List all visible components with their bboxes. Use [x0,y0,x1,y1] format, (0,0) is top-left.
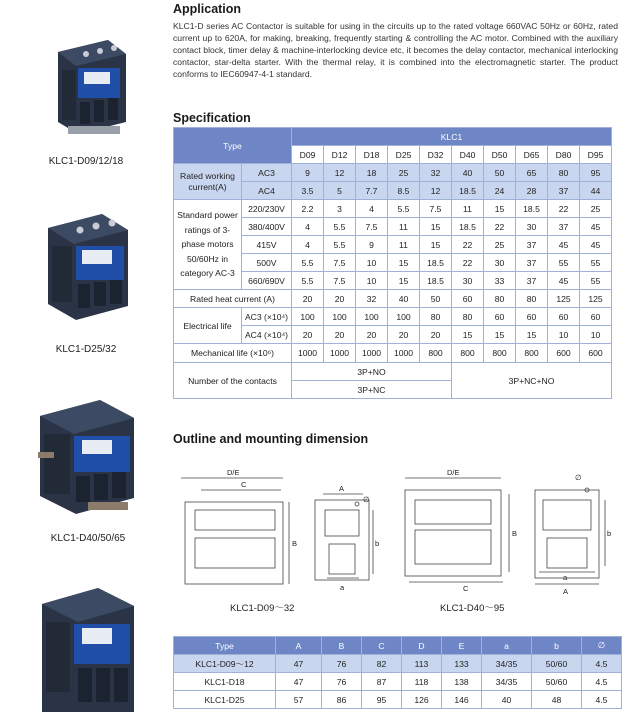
column-header: a [482,637,532,655]
table-cell: 80 [548,164,580,182]
heat-current-label: Rated heat current (A) [174,290,292,308]
table-cell: 125 [580,290,612,308]
contacts-nc: 3P+NC [292,381,452,399]
table-cell: 8.5 [388,182,420,200]
table-cell: 33 [484,272,516,290]
table-cell: 37 [548,182,580,200]
column-header: A [276,637,322,655]
table-cell: 86 [322,691,362,709]
row-sublabel: 415V [242,236,292,254]
model-header: D40 [452,146,484,164]
table-cell: 18.5 [452,218,484,236]
contactor-illustration [36,206,136,326]
dim-label: b [375,539,380,548]
table-cell: 10 [548,326,580,344]
table-cell: 65 [516,164,548,182]
table-cell: 138 [442,673,482,691]
model-header: D65 [516,146,548,164]
column-header: B [322,637,362,655]
table-cell: 45 [548,272,580,290]
table-cell: KLC1-D18 [174,673,276,691]
table-cell: 50 [484,164,516,182]
table-cell: 800 [484,344,516,363]
product-image-d09 [38,32,134,140]
model-header: D25 [388,146,420,164]
rated-working-current-label: Rated working current(A) [174,164,242,200]
row-sublabel: 380/400V [242,218,292,236]
table-cell: 18 [356,164,388,182]
table-row [174,363,612,381]
table-cell: 133 [442,655,482,673]
table-cell: 5.5 [324,236,356,254]
table-cell: 15 [484,200,516,218]
table-cell: 15 [420,218,452,236]
table-cell: 80 [452,308,484,326]
product-caption-d09: KLC1-D09/12/18 [48,156,124,167]
dim-label: ∅ [363,495,370,504]
table-cell: 60 [516,308,548,326]
dim-label: b [607,529,612,538]
table-cell: 32 [356,290,388,308]
table-cell: 80 [516,290,548,308]
table-cell: 22 [452,236,484,254]
row-sublabel: 660/690V [242,272,292,290]
table-cell: 2.2 [292,200,324,218]
table-cell: 7.5 [324,272,356,290]
table-cell: 7.5 [324,254,356,272]
table-cell: 15 [388,272,420,290]
column-header: E [442,637,482,655]
table-row [174,344,612,363]
table-cell: 60 [548,308,580,326]
table-cell: 60 [580,308,612,326]
table-cell: 45 [548,236,580,254]
model-header: D50 [484,146,516,164]
table-cell: 10 [580,326,612,344]
table-cell: 32 [420,164,452,182]
table-cell: 34/35 [482,655,532,673]
table-cell: 48 [532,691,582,709]
column-header: b [532,637,582,655]
column-header: C [362,637,402,655]
application-text: KLC1-D series AC Contactor is suitable for using in the circuits up to the rated voltage 660VAC 50Hz or 60Hz, rated current up to 620A, for making, breaking, frequently starting & controlling the AC motor. Combined with the auxiliary contact block, timer delay & machine-interlocking device etc, it becomes the delay contactor, mechanical interlocking contactor, star-delta starter. With the thermal relay, it is combined into the electromagnetic starter. The product conforms to IEC60947-4-1 standard. [173,21,618,80]
table-cell: 87 [362,673,402,691]
table-cell: 60 [484,308,516,326]
table-cell: 37 [548,218,580,236]
table-cell: 9 [356,236,388,254]
table-cell: 22 [548,200,580,218]
table-row [174,673,622,691]
table-cell: 4 [356,200,388,218]
specification-table [173,127,612,399]
table-cell: 60 [452,290,484,308]
table-cell: 4.5 [582,691,622,709]
application-heading: Application [173,2,242,16]
dim-label: D/E [447,468,460,477]
table-cell: 20 [324,326,356,344]
dim-label: a [563,573,568,582]
contacts-label: Number of the contacts [174,363,292,399]
table-cell: 100 [356,308,388,326]
table-cell: 44 [580,182,612,200]
table-cell: 4.5 [582,655,622,673]
table-cell: 80 [420,308,452,326]
table-cell: 47 [276,655,322,673]
row-sublabel: 500V [242,254,292,272]
dim-label: A [339,484,345,493]
table-cell: 1000 [292,344,324,363]
table-cell: 95 [362,691,402,709]
column-header: Type [174,637,276,655]
table-cell: 4.5 [582,673,622,691]
table-cell: 47 [276,673,322,691]
model-header: D80 [548,146,580,164]
dim-label: D/E [227,468,240,477]
table-cell: 10 [356,254,388,272]
table-cell: 600 [548,344,580,363]
contactor-illustration [34,580,144,712]
table-cell: 18.5 [452,182,484,200]
table-cell: 57 [276,691,322,709]
product-caption-d25: KLC1-D25/32 [55,344,117,355]
table-cell: 30 [484,254,516,272]
table-cell: 5.5 [388,200,420,218]
row-sublabel: AC3 (×10⁴) [242,308,292,326]
model-header: D12 [324,146,356,164]
table-cell: 146 [442,691,482,709]
dim-label: a [340,583,345,592]
contacts-nc-no: 3P+NC+NO [452,363,612,399]
table-cell: 24 [484,182,516,200]
table-cell: 20 [292,326,324,344]
table-cell: 15 [420,236,452,254]
specification-heading: Specification [173,111,251,125]
table-cell: 7.7 [356,182,388,200]
dim-label: ∅ [575,473,582,482]
table-cell: 9 [292,164,324,182]
table-cell: 126 [402,691,442,709]
table-cell: 50 [420,290,452,308]
table-cell: 100 [324,308,356,326]
table-cell: 40 [482,691,532,709]
model-header: D09 [292,146,324,164]
spec-header-row [174,128,612,146]
table-cell: 40 [452,164,484,182]
table-cell: 5.5 [292,272,324,290]
table-row [174,308,612,326]
table-cell: 55 [580,254,612,272]
contacts-no: 3P+NO [292,363,452,381]
row-sublabel: AC3 [242,164,292,182]
table-cell: 15 [516,326,548,344]
model-header: D18 [356,146,388,164]
table-cell: 20 [388,326,420,344]
table-cell: 100 [388,308,420,326]
table-cell: 600 [580,344,612,363]
table-cell: 25 [484,236,516,254]
table-cell: 28 [516,182,548,200]
table-cell: 20 [420,326,452,344]
table-cell: 50/60 [532,655,582,673]
table-cell: 15 [484,326,516,344]
type-header: Type [174,128,292,164]
dim-label: C [463,584,469,593]
table-cell: 5.5 [292,254,324,272]
dimension-table [173,636,622,709]
table-cell: 5.5 [324,218,356,236]
model-header: D95 [580,146,612,164]
table-cell: 7.5 [420,200,452,218]
table-cell: 12 [324,164,356,182]
outline-heading: Outline and mounting dimension [173,432,369,446]
contactor-illustration [38,32,134,140]
dim-label: C [241,480,247,489]
product-image-d25 [36,206,136,326]
table-cell: 34/35 [482,673,532,691]
model-header: D32 [420,146,452,164]
dim-label: B [292,539,298,548]
table-cell: 37 [516,254,548,272]
table-cell: 25 [580,200,612,218]
product-image-d80 [34,580,144,712]
table-cell: 22 [484,218,516,236]
drawing2-caption: KLC1-D40～95 [440,603,505,614]
table-cell: 50/60 [532,673,582,691]
row-sublabel: 220/230V [242,200,292,218]
table-cell: 3 [324,200,356,218]
table-cell: 20 [324,290,356,308]
table-cell: 82 [362,655,402,673]
contactor-illustration [30,392,146,522]
table-cell: 800 [516,344,548,363]
table-cell: 76 [322,673,362,691]
table-cell: 1000 [324,344,356,363]
table-row [174,691,622,709]
table-cell: 20 [356,326,388,344]
table-cell: 22 [452,254,484,272]
table-cell: 55 [548,254,580,272]
table-cell: KLC1-D09～12 [174,655,276,673]
table-cell: 30 [516,218,548,236]
table-cell: 118 [402,673,442,691]
table-cell: 55 [580,272,612,290]
column-header: ∅ [582,637,622,655]
table-row [174,164,612,182]
table-cell: 80 [484,290,516,308]
table-cell: 113 [402,655,442,673]
table-cell: 40 [388,290,420,308]
table-row [174,200,612,218]
table-cell: 37 [516,272,548,290]
table-cell: 11 [452,200,484,218]
table-cell: 76 [322,655,362,673]
power-ratings-label: Standard power ratings of 3-phase motors 50/60Hz in category AC-3 [174,200,242,290]
row-sublabel: AC4 [242,182,292,200]
table-cell: 95 [580,164,612,182]
table-cell: 1000 [388,344,420,363]
dimension-header-row [174,637,622,655]
table-cell: 30 [452,272,484,290]
drawing1-caption: KLC1-D09～32 [230,603,295,614]
column-header: D [402,637,442,655]
table-cell: KLC1-D25 [174,691,276,709]
outline-drawings [173,460,618,600]
table-cell: 37 [516,236,548,254]
table-row [174,290,612,308]
table-cell: 45 [580,218,612,236]
table-cell: 125 [548,290,580,308]
table-cell: 1000 [356,344,388,363]
table-cell: 18.5 [420,254,452,272]
table-cell: 15 [388,254,420,272]
series-header: KLC1 [292,128,612,146]
table-cell: 7.5 [356,218,388,236]
table-cell: 11 [388,218,420,236]
table-cell: 45 [580,236,612,254]
product-caption-d40: KLC1-D40/50/65 [50,533,126,544]
table-cell: 20 [292,290,324,308]
dim-label: A [563,587,569,596]
table-cell: 4 [292,218,324,236]
dim-label: B [512,529,518,538]
table-cell: 4 [292,236,324,254]
mechanical-life-label: Mechanical life (×10⁶) [174,344,292,363]
row-sublabel: AC4 (×10⁴) [242,326,292,344]
table-cell: 800 [420,344,452,363]
table-cell: 5 [324,182,356,200]
table-cell: 25 [388,164,420,182]
table-cell: 3.5 [292,182,324,200]
table-cell: 18.5 [420,272,452,290]
table-row [174,655,622,673]
table-cell: 15 [452,326,484,344]
table-cell: 10 [356,272,388,290]
electrical-life-label: Electrical life [174,308,242,344]
product-image-d40 [30,392,146,522]
table-cell: 18.5 [516,200,548,218]
table-cell: 11 [388,236,420,254]
table-cell: 12 [420,182,452,200]
table-cell: 800 [452,344,484,363]
table-cell: 100 [292,308,324,326]
